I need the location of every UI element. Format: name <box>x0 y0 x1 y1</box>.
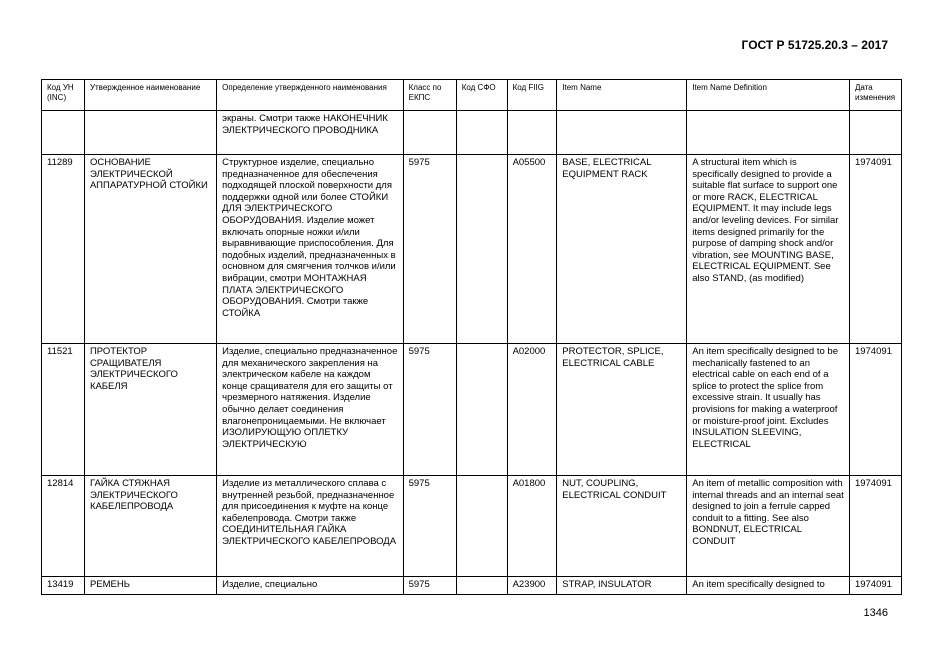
column-header-change-date: Дата изменения <box>849 80 901 111</box>
cell-item-name-definition <box>687 111 850 155</box>
cell-change-date: 1974091 <box>849 155 901 344</box>
cell-sfo-code <box>456 111 507 155</box>
table-row <box>42 577 902 595</box>
cell-definition: Изделие, специально предназначенное для механического закрепления на электрическом кабеле на каждом конце сращивателя для его защиты от чрезмерного натяжения. Изделие обычно делает соединения влагонепроницаемыми. Не включает ИЗОЛИРУЮЩУЮ ОПЛЕТКУ ЭЛЕКТРИЧЕСКУЮ <box>217 344 403 476</box>
cell-sfo-code <box>456 476 507 577</box>
cell-inc: 12814 <box>42 476 85 577</box>
cell-approved-name <box>84 111 216 155</box>
cell-item-name <box>557 111 687 155</box>
column-header-ekps-class: Класс по ЕКПС <box>403 80 456 111</box>
column-header-definition: Определение утвержденного наименования <box>217 80 403 111</box>
table-row <box>42 344 902 476</box>
cell-item-name-definition: An item specifically designed to <box>687 577 850 595</box>
cell-approved-name: ГАЙКА СТЯЖНАЯ ЭЛЕКТРИЧЕСКОГО КАБЕЛЕПРОВОДА <box>84 476 216 577</box>
column-header-item-name: Item Name <box>557 80 687 111</box>
cell-item-name: PROTECTOR, SPLICE, ELECTRICAL CABLE <box>557 344 687 476</box>
items-table <box>41 79 902 595</box>
table-row <box>42 476 902 577</box>
cell-approved-name: ПРОТЕКТОР СРАЩИВАТЕЛЯ ЭЛЕКТРИЧЕСКОГО КАБЕЛЯ <box>84 344 216 476</box>
cell-change-date: 1974091 <box>849 577 901 595</box>
column-header-fiig-code: Код FIIG <box>507 80 557 111</box>
cell-definition: Изделие из металлического сплава с внутренней резьбой, предназначенное для присоединения к муфте на конце кабелепровода. Смотри также СОЕДИНИТЕЛЬНАЯ ГАЙКА ЭЛЕКТРИЧЕСКОГО КАБЕЛЕПРОВОДА <box>217 476 403 577</box>
cell-item-name: STRAP, INSULATOR <box>557 577 687 595</box>
cell-ekps-class: 5975 <box>403 577 456 595</box>
cell-definition: Изделие, специально <box>217 577 403 595</box>
column-header-approved-name: Утвержденное наименование <box>84 80 216 111</box>
cell-item-name-definition: An item of metallic composition with internal threads and an internal seat designed to join a ferrule capped conduit to a fitting. See also BONDNUT, ELECTRICAL CONDUIT <box>687 476 850 577</box>
page-number: 1346 <box>863 607 888 619</box>
cell-inc: 13419 <box>42 577 85 595</box>
cell-change-date: 1974091 <box>849 344 901 476</box>
cell-item-name: BASE, ELECTRICAL EQUIPMENT RACK <box>557 155 687 344</box>
cell-item-name-definition: An item specifically designed to be mechanically fastened to an electrical cable on each end of a splice to protect the splice from excessive strain. It usually has provisions for making a waterproof or moisture-proof joint. Excludes INSULATION SLEEVING, ELECTRICAL <box>687 344 850 476</box>
table-header-row <box>42 80 902 111</box>
cell-approved-name: РЕМЕНЬ <box>84 577 216 595</box>
cell-ekps-class: 5975 <box>403 476 456 577</box>
cell-inc: 11521 <box>42 344 85 476</box>
document-code: ГОСТ Р 51725.20.3 – 2017 <box>741 38 888 52</box>
cell-sfo-code <box>456 577 507 595</box>
cell-ekps-class <box>403 111 456 155</box>
cell-fiig-code: A01800 <box>507 476 557 577</box>
cell-change-date <box>849 111 901 155</box>
cell-item-name: NUT, COUPLING, ELECTRICAL CONDUIT <box>557 476 687 577</box>
cell-ekps-class: 5975 <box>403 155 456 344</box>
table-row <box>42 155 902 344</box>
cell-sfo-code <box>456 155 507 344</box>
cell-fiig-code: A05500 <box>507 155 557 344</box>
cell-change-date: 1974091 <box>849 476 901 577</box>
cell-fiig-code <box>507 111 557 155</box>
cell-inc: 11289 <box>42 155 85 344</box>
table-row <box>42 111 902 155</box>
column-header-item-name-definition: Item Name Definition <box>687 80 850 111</box>
cell-item-name-definition: A structural item which is specifically designed to provide a suitable flat surface to support one or more RACK, ELECTRICAL EQUIPMENT. It may include legs and/or leveling devices. For similar items designed primarily for the purpose of damping shock and/or vibration, see MOUNTING BASE, ELECTRICAL EQUIPMENT. See also STAND, (as modified) <box>687 155 850 344</box>
cell-sfo-code <box>456 344 507 476</box>
cell-ekps-class: 5975 <box>403 344 456 476</box>
cell-fiig-code: A02000 <box>507 344 557 476</box>
cell-approved-name: ОСНОВАНИЕ ЭЛЕКТРИЧЕСКОЙ АППАРАТУРНОЙ СТОЙКИ <box>84 155 216 344</box>
cell-inc <box>42 111 85 155</box>
cell-definition: экраны. Смотри также НАКОНЕЧНИК ЭЛЕКТРИЧЕСКОГО ПРОВОДНИКА <box>217 111 403 155</box>
cell-definition: Структурное изделие, специально предназначенное для обеспечения подходящей плоской поверхности для поддержки одной или более СТОЙКИ ДЛЯ ЭЛЕКТРИЧЕСКОГО ОБОРУДОВАНИЯ. Изделие может включать опорные ножки и/или выравнивающие приспособления. Для подобных изделий, предназначенных в основном для смягчения толчков и/или вибрации, смотри МОНТАЖНАЯ ПЛАТА ЭЛЕКТРИЧЕСКОГО ОБОРУДОВАНИЯ. Смотри также СТОЙКА <box>217 155 403 344</box>
column-header-inc: Код УН (INC) <box>42 80 85 111</box>
cell-fiig-code: A23900 <box>507 577 557 595</box>
column-header-sfo-code: Код СФО <box>456 80 507 111</box>
